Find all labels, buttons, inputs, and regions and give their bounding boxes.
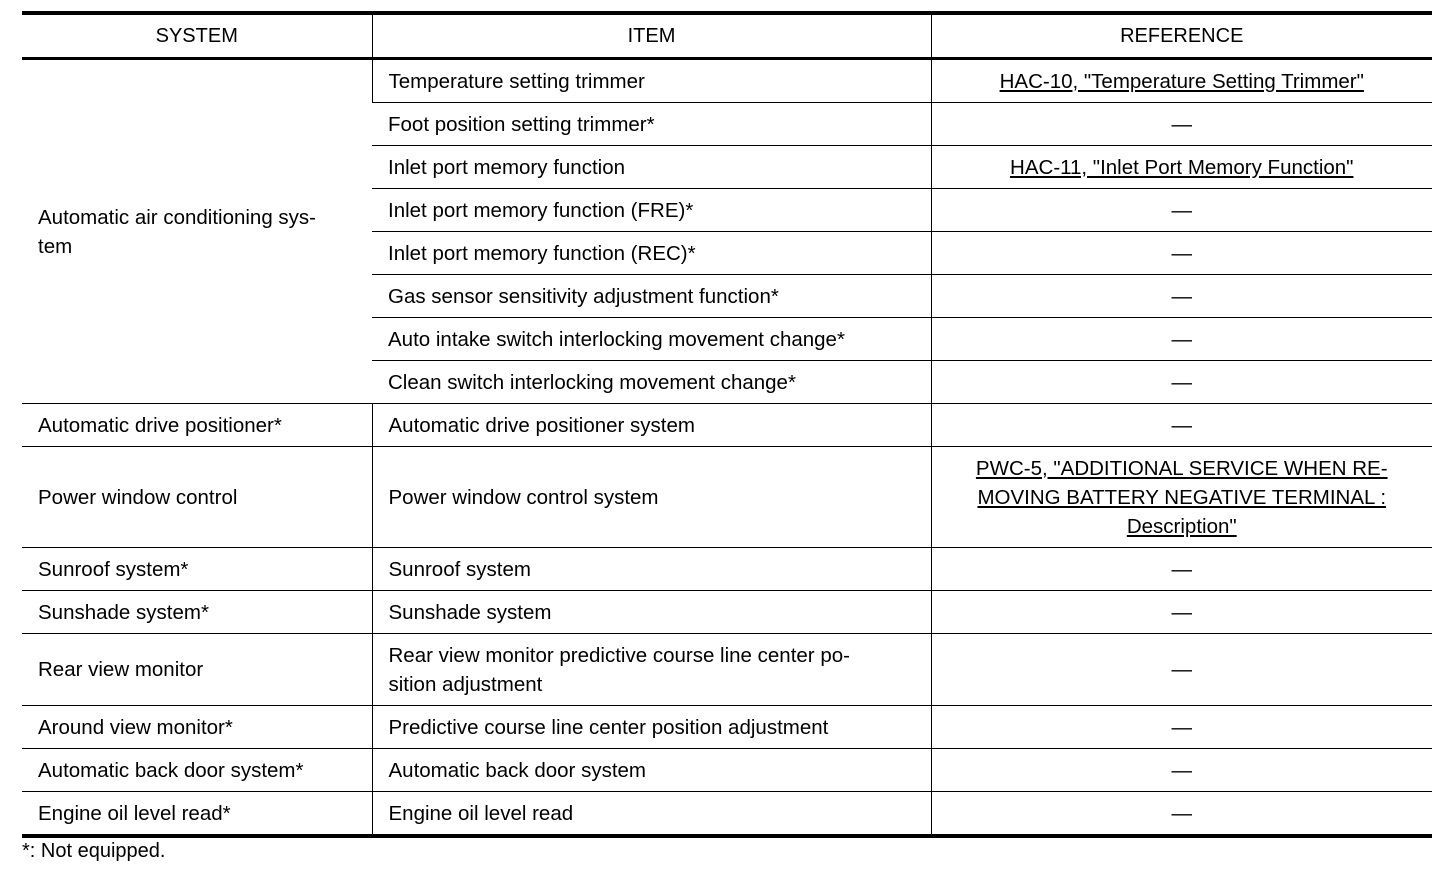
reference-cell: — (931, 232, 1432, 275)
item-cell (372, 634, 931, 706)
reference-cell (931, 447, 1432, 548)
reference-cell: — (931, 275, 1432, 318)
reference-cell: — (931, 103, 1432, 146)
item-cell: Inlet port memory function (FRE)* (372, 189, 931, 232)
item-cell: Engine oil level read (372, 792, 931, 837)
table-row (22, 792, 1432, 837)
reference-cell: — (931, 706, 1432, 749)
system-cell: Sunroof system* (22, 548, 372, 591)
reference-cell: — (931, 361, 1432, 404)
system-cell: Sunshade system* (22, 591, 372, 634)
item-cell: Temperature setting trimmer (372, 59, 931, 103)
item-cell: Sunshade system (372, 591, 931, 634)
table-row (22, 59, 1432, 103)
header-reference: REFERENCE (931, 13, 1432, 59)
reference-cell: — (931, 792, 1432, 837)
table-row (22, 591, 1432, 634)
table-row (22, 634, 1432, 706)
item-label: Rear view monitor predictive course line center po- sition adjustment (388, 643, 850, 696)
item-cell: Gas sensor sensitivity adjustment function* (372, 275, 931, 318)
reference-cell: — (931, 189, 1432, 232)
reference-cell (931, 59, 1432, 103)
item-cell: Sunroof system (372, 548, 931, 591)
system-cell (22, 59, 372, 404)
item-cell: Inlet port memory function (372, 146, 931, 189)
item-cell: Predictive course line center position adjustment (372, 706, 931, 749)
reference-cell: — (931, 634, 1432, 706)
reference-cell: — (931, 548, 1432, 591)
table-row (22, 404, 1432, 447)
reference-link[interactable]: HAC-11, "Inlet Port Memory Function" (1010, 155, 1354, 179)
table-row (22, 706, 1432, 749)
header-system: SYSTEM (22, 13, 372, 59)
reference-cell (931, 146, 1432, 189)
system-cell: Automatic drive positioner* (22, 404, 372, 447)
header-item: ITEM (372, 13, 931, 59)
reference-cell: — (931, 404, 1432, 447)
table-row (22, 548, 1432, 591)
system-cell: Engine oil level read* (22, 792, 372, 837)
system-cell: Rear view monitor (22, 634, 372, 706)
item-cell: Automatic drive positioner system (372, 404, 931, 447)
system-cell: Automatic back door system* (22, 749, 372, 792)
footnote: *: Not equipped. (22, 840, 166, 862)
system-cell: Around view monitor* (22, 706, 372, 749)
reference-link[interactable]: HAC-10, "Temperature Setting Trimmer" (999, 69, 1364, 93)
table-row (22, 447, 1432, 548)
item-cell: Clean switch interlocking movement change* (372, 361, 931, 404)
reference-cell: — (931, 591, 1432, 634)
item-cell: Power window control system (372, 447, 931, 548)
item-cell: Automatic back door system (372, 749, 931, 792)
item-cell: Auto intake switch interlocking movement change* (372, 318, 931, 361)
service-reference-table (22, 11, 1432, 838)
system-label: Automatic air conditioning sys- tem (38, 205, 317, 258)
reference-cell: — (931, 749, 1432, 792)
item-cell: Foot position setting trimmer* (372, 103, 931, 146)
system-cell: Power window control (22, 447, 372, 548)
table-row (22, 749, 1432, 792)
item-cell: Inlet port memory function (REC)* (372, 232, 931, 275)
reference-link[interactable]: PWC-5, "ADDITIONAL SERVICE WHEN RE- MOVING BATTERY NEGATIVE TERMINAL : Description" (975, 456, 1388, 538)
reference-cell: — (931, 318, 1432, 361)
table-header-row (22, 13, 1432, 59)
